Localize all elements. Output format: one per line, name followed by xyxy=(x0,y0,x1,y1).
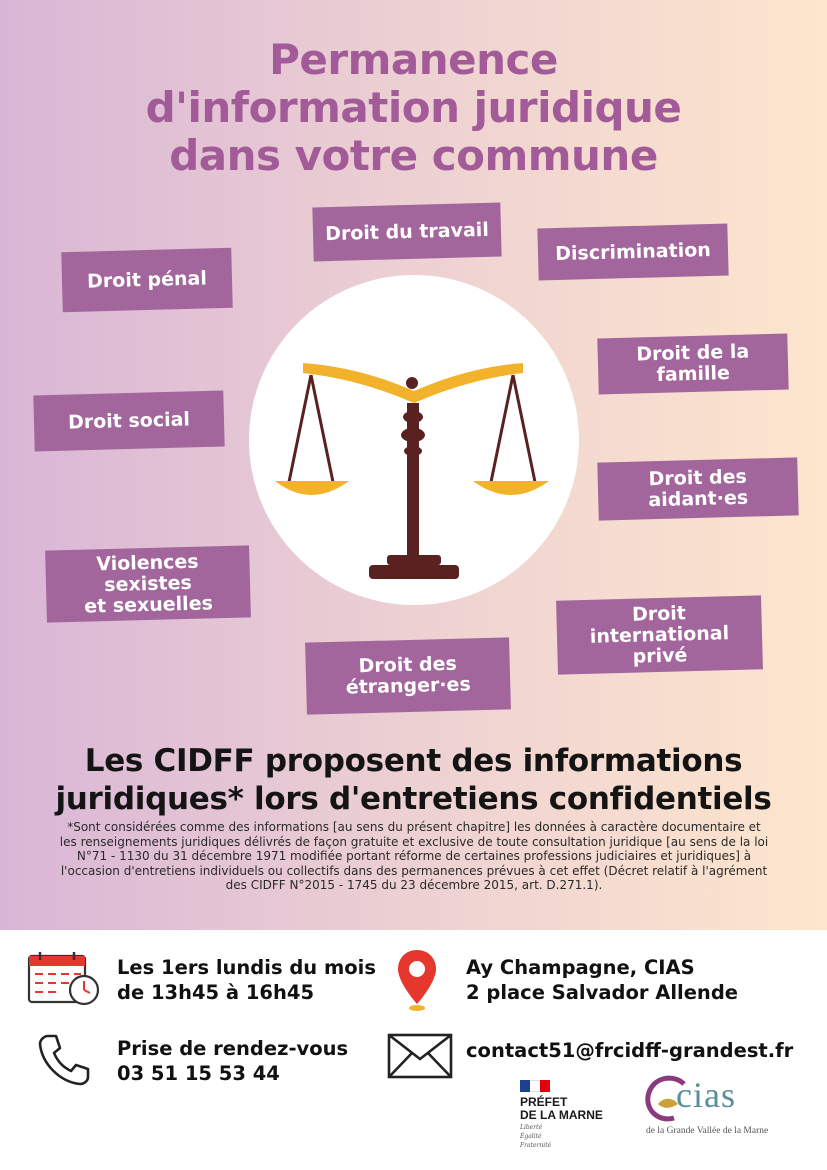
footnote: *Sont considérées comme des informations [au sens du présent chapitre] les données à caractère documentaire et les renseignements juridiques délivrés de façon gratuite et exclusive de toute consultation juridique [au sens de la loi N°71 - 1130 du 31 décembre 1971 modifiée portant réforme de certaines professions judiciaires et juridiques] à l'occasion d'entretiens individuels ou collectifs dans des permanences prévues à cet effet (Décret relatif à l'agrément des CIDFF N°2015 - 1745 du 23 décembre 2015, art. D.271.1). xyxy=(59,820,769,892)
headline-line-1: Les CIDFF proposent des informations xyxy=(84,743,743,779)
title-line-1: Permanence xyxy=(269,35,558,84)
envelope-icon xyxy=(387,1033,453,1079)
location-text: Ay Champagne, CIAS 2 place Salvador Allende xyxy=(466,956,739,1004)
tag-droit-penal: Droit pénal xyxy=(61,248,233,312)
tag-droit-de-la-famille: Droit de la famille xyxy=(597,334,788,395)
map-pin-icon xyxy=(396,948,438,1014)
page-title xyxy=(0,36,827,180)
french-flag-icon xyxy=(520,1080,550,1092)
tag-droit-du-travail: Droit du travail xyxy=(312,203,501,262)
cias-subtitle: de la Grande Vallée de la Marne xyxy=(646,1126,769,1136)
headline-line-2: juridiques* lors d'entretiens confidentiels xyxy=(55,781,772,817)
title-line-3: dans votre commune xyxy=(169,131,658,180)
email-link[interactable]: contact51@frcidff-grandest.fr xyxy=(466,1039,794,1062)
tag-droit-international-prive: Droit international privé xyxy=(556,595,763,674)
headline xyxy=(0,742,827,818)
tag-droit-des-aidants: Droit des aidant·es xyxy=(597,457,798,520)
prefet-logo: PRÉFET DE LA MARNE Liberté Égalité Fraternité xyxy=(520,1080,603,1149)
cias-wordmark: cias xyxy=(676,1075,736,1115)
schedule-text: Les 1ers lundis du mois de 13h45 à 16h45 xyxy=(117,956,376,1004)
scales-of-justice-icon xyxy=(249,275,579,605)
tag-droit-social: Droit social xyxy=(33,391,224,452)
appointment-text: Prise de rendez-vous 03 51 15 53 44 xyxy=(117,1037,349,1085)
phone-icon xyxy=(36,1032,92,1088)
title-line-2: d'information juridique xyxy=(145,83,682,132)
tag-discrimination: Discrimination xyxy=(537,224,728,281)
cias-logo xyxy=(642,1072,792,1142)
tag-droit-des-etrangers: Droit des étranger·es xyxy=(305,637,511,714)
calendar-clock-icon xyxy=(26,950,102,1008)
tag-violences-sexistes: Violences sexistes et sexuelles xyxy=(45,545,251,622)
